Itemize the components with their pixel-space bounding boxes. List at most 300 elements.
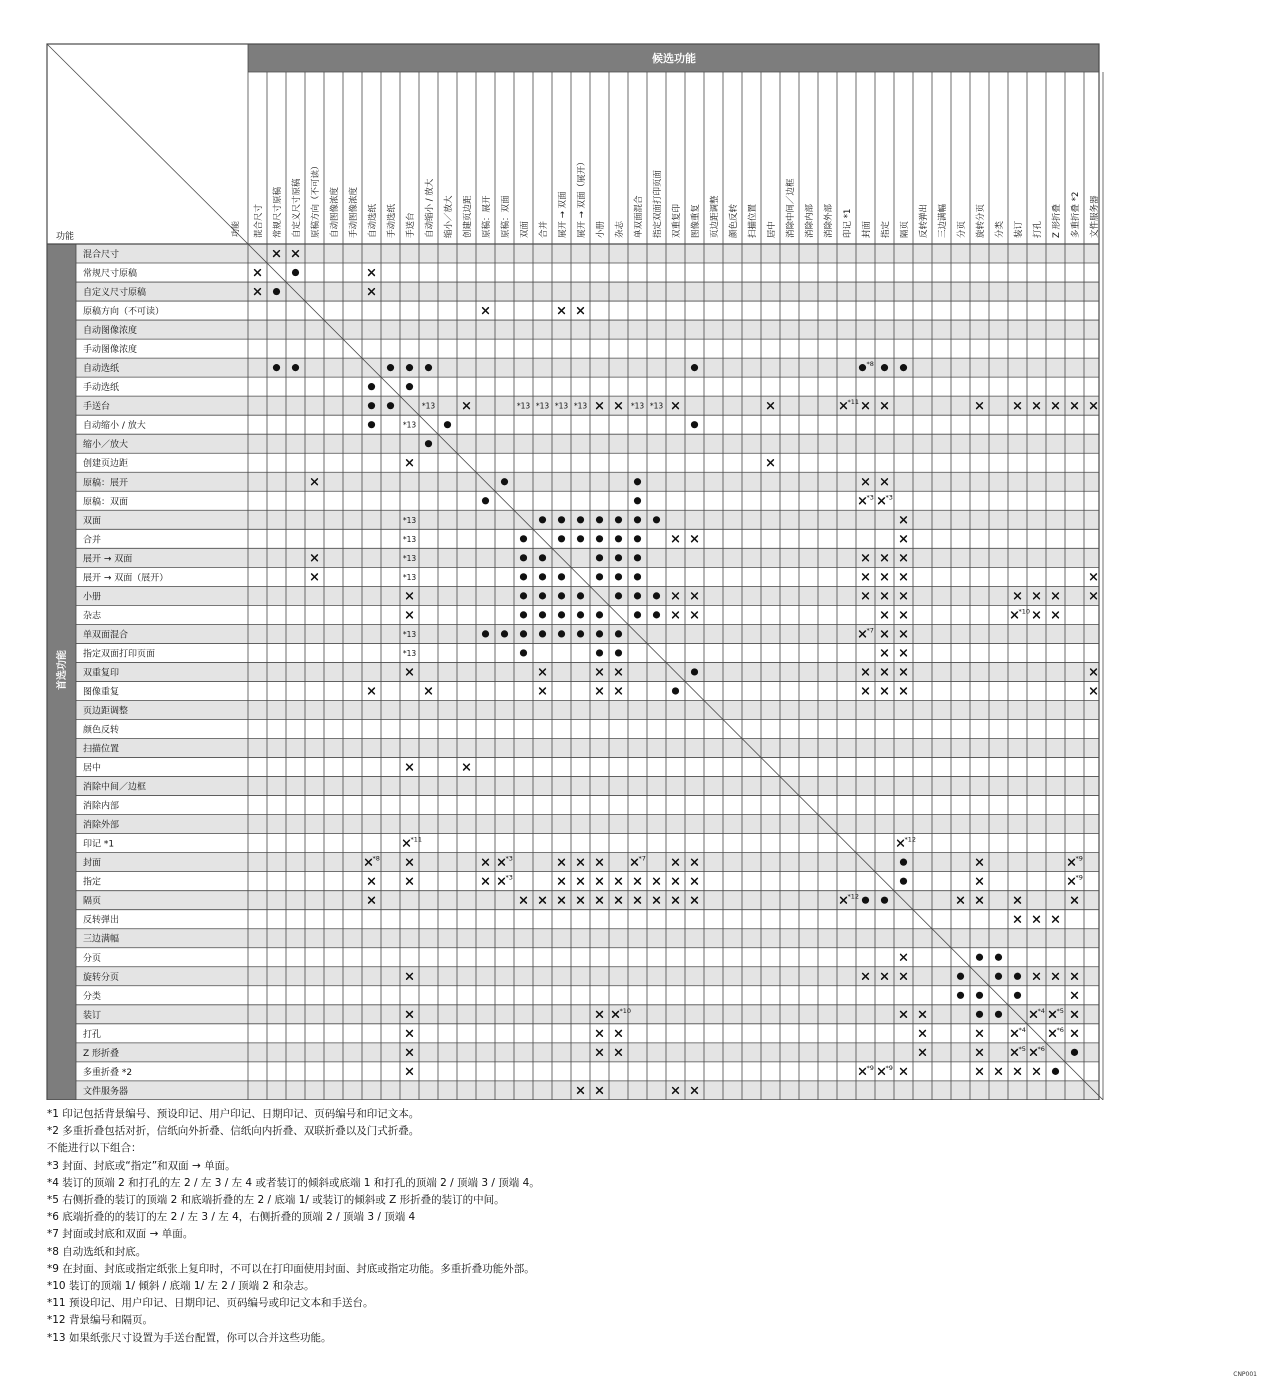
compat-mark	[407, 460, 413, 466]
column-header: 混合尺寸	[254, 203, 264, 238]
column-header: 双重复印	[672, 203, 682, 238]
dot-mark	[482, 630, 489, 637]
note-ref: *11	[847, 398, 860, 407]
dot-mark	[653, 592, 660, 599]
footnote: *13 如果纸张尺寸设置为手送台配置，你可以合并这些功能。	[47, 1331, 332, 1344]
compat-mark	[368, 402, 375, 409]
compat-mark	[407, 1068, 413, 1074]
compat-mark	[1050, 1026, 1064, 1036]
row-header: 消除内部	[83, 801, 120, 812]
dot-mark	[558, 516, 565, 523]
dot-mark	[425, 364, 432, 371]
compat-mark	[615, 573, 622, 580]
dot-mark	[596, 516, 603, 523]
cross-mark	[673, 536, 679, 542]
row-stripe	[76, 1043, 1099, 1062]
compat-mark	[499, 874, 513, 884]
dot-mark	[1071, 1049, 1078, 1056]
compat-mark	[1072, 992, 1078, 998]
column-header: 单双面混合	[634, 195, 644, 238]
row-header: 旋转分页	[83, 972, 120, 983]
dot-mark	[558, 611, 565, 618]
cross-mark	[860, 498, 866, 504]
compat-mark	[615, 535, 622, 542]
compat-mark	[407, 878, 413, 884]
cross-mark	[860, 1068, 866, 1074]
cross-mark	[540, 688, 546, 694]
compat-mark	[520, 611, 527, 618]
cross-mark	[977, 878, 983, 884]
compat-mark	[653, 592, 660, 599]
compat-mark	[768, 460, 774, 466]
dot-mark	[957, 973, 964, 980]
compat-mark	[422, 402, 436, 411]
dot-mark	[995, 973, 1002, 980]
note-ref: *9	[885, 1063, 893, 1072]
compat-mark	[539, 611, 546, 618]
compat-mark	[1071, 1049, 1078, 1056]
compat-mark	[464, 764, 470, 770]
note-ref: *3	[505, 854, 513, 863]
dot-mark	[577, 611, 584, 618]
column-header: 自动选纸	[368, 203, 378, 238]
compat-mark	[901, 954, 907, 960]
compat-mark	[920, 1030, 926, 1036]
cross-mark	[901, 650, 907, 656]
note-ref: *13	[402, 572, 417, 582]
cross-mark	[483, 308, 489, 314]
cross-mark	[879, 498, 885, 504]
row-stripe	[76, 244, 1099, 263]
column-header: 图像重复	[691, 203, 701, 238]
compat-mark	[597, 878, 603, 884]
note-ref: *13	[402, 534, 417, 544]
note-ref: *10	[1018, 607, 1031, 616]
row-header: 手送台	[83, 402, 111, 413]
corner-label: 功能	[56, 232, 75, 242]
compat-mark	[312, 574, 318, 580]
compat-mark	[900, 364, 907, 371]
dot-mark	[520, 554, 527, 561]
compat-mark	[403, 630, 417, 639]
row-header: 双面	[83, 516, 102, 527]
note-ref: *12	[904, 835, 917, 844]
dot-mark	[520, 611, 527, 618]
row-header: 手动选纸	[83, 383, 120, 394]
column-header: 手动图像浓度	[349, 186, 359, 238]
compat-mark	[501, 630, 508, 637]
note-ref: *13	[402, 553, 417, 563]
dot-mark	[425, 440, 432, 447]
cross-mark	[559, 878, 565, 884]
compat-mark	[558, 573, 565, 580]
row-stripe	[76, 548, 1099, 567]
dot-mark	[862, 897, 869, 904]
compat-mark	[634, 573, 641, 580]
compat-mark	[691, 421, 698, 428]
column-header: 分页	[957, 220, 967, 238]
dot-mark	[292, 269, 299, 276]
cross-mark	[578, 878, 584, 884]
cross-mark	[920, 1030, 926, 1036]
footnote: *12 背景编号和隔页。	[47, 1314, 153, 1327]
dot-mark	[387, 364, 394, 371]
dot-mark	[558, 592, 565, 599]
dot-mark	[615, 573, 622, 580]
dot-mark	[691, 421, 698, 428]
cross-mark	[1053, 612, 1059, 618]
compat-mark	[596, 535, 603, 542]
footnote: *3 封面、封底或“指定”和双面 → 单面。	[47, 1159, 236, 1172]
compat-mark	[882, 574, 888, 580]
row-header: 原稿方向（不可读）	[83, 307, 165, 318]
note-ref: *9	[866, 1063, 874, 1072]
cross-mark	[635, 878, 641, 884]
note-ref: *6	[1056, 1025, 1064, 1034]
compat-mark	[403, 554, 417, 563]
dot-mark	[653, 516, 660, 523]
dot-mark	[539, 630, 546, 637]
cross-mark	[559, 308, 565, 314]
row-header: 消除外部	[83, 820, 120, 831]
compat-mark	[539, 554, 546, 561]
compat-mark	[558, 535, 565, 542]
compat-mark	[879, 493, 893, 503]
compat-mark	[976, 1011, 983, 1018]
compat-mark	[403, 535, 417, 544]
row-header: Z 形折叠	[83, 1048, 120, 1059]
column-header: 打孔	[1033, 220, 1043, 238]
cross-mark	[882, 650, 888, 656]
cross-mark	[597, 688, 603, 694]
compat-mark	[369, 878, 375, 884]
compat-mark	[615, 630, 622, 637]
compat-mark	[574, 402, 588, 411]
row-header: 页边距调整	[83, 706, 129, 717]
footnote: 不能进行以下组合：	[47, 1142, 142, 1155]
dot-mark	[539, 516, 546, 523]
dot-mark	[444, 421, 451, 428]
compat-mark	[292, 364, 299, 371]
compat-mark	[616, 1030, 622, 1036]
compat-mark	[654, 878, 660, 884]
note-ref: *13	[554, 401, 569, 411]
compat-mark	[596, 516, 603, 523]
row-header: 双重复印	[83, 668, 120, 679]
row-stripe	[76, 739, 1099, 758]
column-header: 手动选纸	[387, 203, 397, 238]
row-stripe	[76, 586, 1099, 605]
compat-mark	[539, 630, 546, 637]
compat-mark	[882, 688, 888, 694]
column-header: 三边满幅	[938, 203, 948, 238]
compat-mark	[634, 554, 641, 561]
compat-mark	[558, 630, 565, 637]
column-header: 居中	[767, 220, 777, 238]
row-header: 原稿：展开	[83, 478, 129, 489]
row-stripe	[76, 282, 1099, 301]
compat-mark	[483, 878, 489, 884]
compat-mark	[444, 421, 451, 428]
compat-mark	[860, 1064, 874, 1074]
column-header: Z 形折叠	[1052, 203, 1062, 238]
compat-mark	[1014, 992, 1021, 999]
candidate-functions-header: 候选功能	[652, 52, 696, 65]
compat-mark	[616, 878, 622, 884]
row-header: 封面	[83, 858, 102, 869]
dot-mark	[615, 630, 622, 637]
compat-mark	[425, 364, 432, 371]
cross-mark	[882, 574, 888, 580]
note-ref: *13	[573, 401, 588, 411]
note-ref: *13	[516, 401, 531, 411]
cross-mark	[882, 688, 888, 694]
compat-mark	[634, 478, 641, 485]
compat-mark	[520, 592, 527, 599]
dot-mark	[615, 592, 622, 599]
cross-mark	[654, 878, 660, 884]
column-header: 封面	[862, 220, 872, 238]
dot-mark	[406, 383, 413, 390]
cross-mark	[464, 764, 470, 770]
dot-mark	[900, 364, 907, 371]
cross-mark	[404, 840, 410, 846]
row-header: 指定双面打印页面	[83, 649, 156, 660]
compat-mark	[255, 270, 261, 276]
cross-mark	[597, 878, 603, 884]
column-header: 文件服务器	[1090, 195, 1100, 238]
note-ref: *4	[1018, 1025, 1026, 1034]
compat-mark	[426, 688, 432, 694]
row-stripe	[76, 700, 1099, 719]
compat-mark	[558, 592, 565, 599]
cross-mark	[901, 688, 907, 694]
compat-mark	[635, 878, 641, 884]
footnote: *2 多重折叠包括对折，信纸向外折叠、信纸向内折叠、双联折叠以及门式折叠。	[47, 1125, 420, 1138]
cross-mark	[1091, 688, 1097, 694]
compat-mark	[577, 611, 584, 618]
compat-mark	[1069, 874, 1083, 884]
dot-mark	[634, 516, 641, 523]
dot-mark	[634, 611, 641, 618]
compat-mark	[539, 516, 546, 523]
footnote: *6 底端折叠的的装订的左 2 / 左 3 / 左 4，右侧折叠的顶端 2 / 顶端 3 / 顶端 4	[47, 1211, 416, 1224]
dot-mark	[482, 497, 489, 504]
compat-mark	[483, 308, 489, 314]
column-header: 自动图像浓度	[330, 186, 340, 238]
cross-mark	[901, 536, 907, 542]
note-ref: *10	[619, 1006, 632, 1015]
column-header: 颜色反转	[729, 203, 739, 238]
column-header: 装订	[1014, 220, 1024, 238]
dot-mark	[558, 573, 565, 580]
row-header: 颜色反转	[83, 725, 120, 736]
compat-mark	[558, 611, 565, 618]
compat-mark	[369, 688, 375, 694]
row-header: 合并	[83, 535, 102, 546]
note-ref: *8	[372, 854, 380, 863]
cross-mark	[977, 1068, 983, 1074]
compat-mark	[501, 478, 508, 485]
cross-mark	[901, 1068, 907, 1074]
cross-mark	[898, 840, 904, 846]
cross-mark	[578, 308, 584, 314]
compat-mark	[634, 592, 641, 599]
dot-mark	[859, 364, 866, 371]
compat-mark	[407, 1030, 413, 1036]
column-header: 自定义尺寸原稿	[292, 178, 302, 238]
column-header: 分类	[995, 220, 1005, 238]
cross-mark	[879, 1068, 885, 1074]
cross-mark	[863, 574, 869, 580]
note-ref: *8	[866, 360, 874, 369]
compat-mark	[615, 649, 622, 656]
compat-mark	[901, 1068, 907, 1074]
dot-mark	[368, 402, 375, 409]
row-header: 缩小／放大	[83, 440, 129, 451]
row-header: 自动缩小 / 放大	[83, 421, 146, 432]
dot-mark	[596, 535, 603, 542]
note-ref: *13	[535, 401, 550, 411]
dot-mark	[634, 573, 641, 580]
compat-mark	[596, 611, 603, 618]
note-ref: *13	[402, 420, 417, 430]
row-header: 居中	[83, 763, 102, 774]
cross-mark	[673, 612, 679, 618]
dot-mark	[976, 992, 983, 999]
compat-mark	[368, 421, 375, 428]
row-stripe	[76, 510, 1099, 529]
dot-mark	[881, 364, 888, 371]
dot-mark	[368, 383, 375, 390]
column-header: 原稿方向（不可读）	[311, 161, 321, 238]
compat-mark	[653, 516, 660, 523]
note-ref: *6	[1037, 1044, 1045, 1053]
dot-mark	[900, 878, 907, 885]
compat-mark	[1012, 1026, 1026, 1036]
compat-mark	[692, 878, 698, 884]
row-header: 创建页边距	[83, 459, 129, 470]
cross-mark	[1050, 1030, 1056, 1036]
compat-mark	[995, 1011, 1002, 1018]
column-header: 小册	[596, 220, 606, 238]
compat-mark	[957, 973, 964, 980]
corner-diagonal-label: 功能	[231, 221, 240, 237]
cross-mark	[616, 688, 622, 694]
compat-mark	[403, 421, 417, 430]
cross-mark	[1015, 916, 1021, 922]
dot-mark	[634, 478, 641, 485]
footnote: *4 装订的顶端 2 和打孔的左 2 / 左 3 / 左 4 或者装订的倾斜或底端 1 和打孔的顶端 2 / 顶端 3 / 顶端 4。	[47, 1176, 540, 1189]
column-header: 展开 → 双面	[558, 191, 568, 238]
compat-mark	[692, 612, 698, 618]
compat-mark	[577, 516, 584, 523]
column-header: 指定	[881, 220, 891, 238]
note-ref: *13	[630, 401, 645, 411]
compat-mark	[672, 687, 679, 694]
compat-mark	[578, 878, 584, 884]
cross-mark	[407, 878, 413, 884]
dot-mark	[520, 535, 527, 542]
dot-mark	[273, 288, 280, 295]
dot-mark	[387, 402, 394, 409]
cross-mark	[1012, 1030, 1018, 1036]
compat-mark	[1014, 973, 1021, 980]
row-header: 印记 *1	[83, 839, 115, 850]
dot-mark	[1014, 992, 1021, 999]
compat-mark	[520, 573, 527, 580]
dot-mark	[900, 859, 907, 866]
dot-mark	[957, 992, 964, 999]
compat-mark	[577, 535, 584, 542]
footnote: *9 在封面、封底或指定纸张上复印时，不可以在打印面使用封面、封底或指定功能。多重折叠功能外部。	[47, 1262, 535, 1275]
compat-mark	[673, 536, 679, 542]
cross-mark	[616, 878, 622, 884]
compat-mark	[882, 650, 888, 656]
cross-mark	[483, 878, 489, 884]
dot-mark	[558, 535, 565, 542]
column-header: 创建页边距	[463, 195, 473, 238]
cross-mark	[1053, 916, 1059, 922]
compat-mark	[862, 897, 869, 904]
compat-mark	[1053, 916, 1059, 922]
column-header: 常规尺寸原稿	[273, 186, 283, 238]
compat-mark	[540, 688, 546, 694]
row-header: 三边满幅	[83, 934, 120, 945]
dot-mark	[881, 897, 888, 904]
compat-mark	[406, 383, 413, 390]
note-ref: *3	[505, 873, 513, 882]
row-header: 分页	[83, 953, 102, 964]
compat-mark	[995, 954, 1002, 961]
dot-mark	[976, 1011, 983, 1018]
compat-mark	[615, 554, 622, 561]
cross-mark	[1091, 574, 1097, 580]
dot-mark	[292, 364, 299, 371]
dot-mark	[520, 649, 527, 656]
compat-mark	[1015, 916, 1021, 922]
compat-mark	[634, 611, 641, 618]
compat-mark	[1034, 1068, 1040, 1074]
compat-mark	[881, 364, 888, 371]
cross-mark	[673, 878, 679, 884]
dot-mark	[539, 554, 546, 561]
dot-mark	[520, 592, 527, 599]
column-header: 隔页	[900, 220, 910, 238]
compat-mark	[1034, 612, 1040, 618]
column-header: 多重折叠 *2	[1071, 191, 1081, 238]
note-ref: *13	[402, 648, 417, 658]
dot-mark	[539, 611, 546, 618]
cross-mark	[255, 270, 261, 276]
compat-mark	[425, 440, 432, 447]
dot-mark	[596, 630, 603, 637]
cross-mark	[1072, 1030, 1078, 1036]
dot-mark	[539, 592, 546, 599]
column-header: 页边距调整	[710, 195, 720, 238]
compat-mark	[407, 612, 413, 618]
row-stripe	[76, 929, 1099, 948]
column-header: 原稿：展开	[482, 195, 492, 238]
compat-mark	[387, 402, 394, 409]
row-header: 自动选纸	[83, 364, 120, 375]
cross-mark	[407, 764, 413, 770]
compat-mark	[1053, 612, 1059, 618]
compat-mark	[863, 688, 869, 694]
cross-mark	[407, 1068, 413, 1074]
compat-mark	[482, 497, 489, 504]
column-header: 消除内部	[805, 203, 815, 238]
